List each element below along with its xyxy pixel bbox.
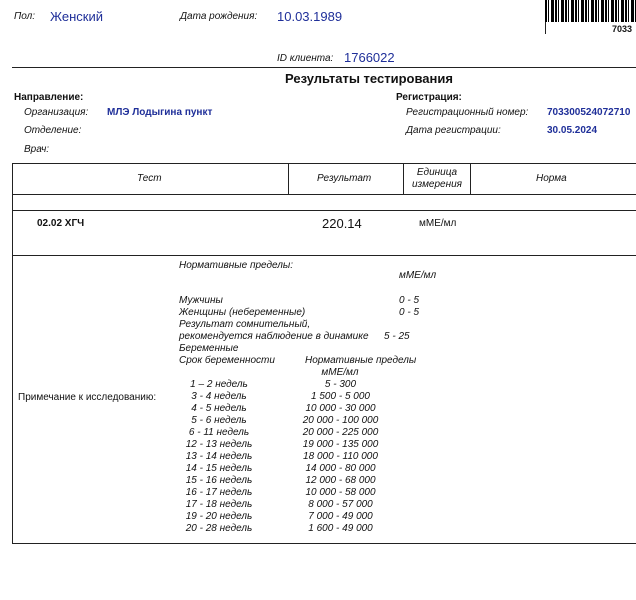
gender-label: Пол: [14, 11, 36, 22]
week-term: 19 - 20 недель [185, 511, 253, 522]
col-test-header: Тест [137, 173, 162, 184]
week-range: 10 000 - 58 000 [305, 487, 376, 498]
barcode-divider [545, 22, 546, 34]
men-value: 0 - 5 [399, 295, 420, 306]
norm-unit: мМЕ/мл [321, 367, 359, 378]
week-term: 16 - 17 недель [185, 487, 253, 498]
week-term: 1 – 2 недель [190, 379, 248, 390]
page-title: Результаты тестирования [285, 71, 453, 86]
week-term: 4 - 5 недель [191, 403, 247, 414]
week-term: 6 - 11 недель [188, 427, 250, 438]
barcode-number: 7033 [612, 24, 633, 34]
week-range: 18 000 - 110 000 [303, 451, 378, 462]
note-label: Примечание к исследованию: [18, 392, 157, 403]
test-name: 02.02 ХГЧ [37, 218, 85, 229]
week-range: 1 600 - 49 000 [308, 523, 373, 534]
col-result-header: Результат [317, 173, 372, 184]
week-range: 1 500 - 5 000 [311, 391, 370, 402]
test-unit: мМЕ/мл [419, 218, 457, 229]
barcode-image [545, 0, 636, 22]
organization-value: МЛЭ Лодыгина пункт [107, 107, 213, 118]
col-unit-header: Единица измерения [411, 167, 463, 190]
week-term: 3 - 4 недель [191, 391, 247, 402]
week-range: 7 000 - 49 000 [308, 511, 373, 522]
week-range: 20 000 - 225 000 [302, 427, 379, 438]
birth-date-label: Дата рождения: [180, 11, 258, 22]
week-term: 5 - 6 недель [191, 415, 247, 426]
header-divider [12, 67, 636, 68]
doctor-label: Врач: [24, 144, 50, 155]
week-term: 14 - 15 недель [185, 463, 253, 474]
col-norm-header: Норма [536, 173, 567, 184]
registration-number-label: Регистрационный номер: [406, 107, 529, 118]
department-label: Отделение: [24, 125, 82, 136]
week-range: 14 000 - 80 000 [305, 463, 376, 474]
week-term: 17 - 18 недель [185, 499, 253, 510]
men-label: Мужчины [179, 295, 223, 306]
week-term: 13 - 14 недель [185, 451, 253, 462]
week-term: 15 - 16 недель [185, 475, 253, 486]
client-id-label: ID клиента: [277, 53, 334, 64]
ref-title: Нормативные пределы: [179, 260, 294, 271]
norm-header: Нормативные пределы [305, 355, 417, 366]
pregnant-label: Беременные [179, 343, 239, 354]
week-range: 5 - 300 [324, 379, 357, 390]
gender-value: Женский [50, 9, 103, 24]
women-value: 0 - 5 [399, 307, 420, 318]
registration-heading: Регистрация: [396, 92, 462, 103]
client-id-value: 1766022 [344, 50, 395, 65]
doubtful-label-1: Результат сомнительный, [179, 319, 311, 330]
week-range: 12 000 - 68 000 [305, 475, 376, 486]
week-range: 20 000 - 100 000 [302, 415, 379, 426]
week-range: 10 000 - 30 000 [305, 403, 376, 414]
women-label: Женщины (небеременные) [179, 307, 306, 318]
week-term: 12 - 13 недель [185, 439, 253, 450]
organization-label: Организация: [24, 107, 89, 118]
week-range: 19 000 - 135 000 [302, 439, 379, 450]
week-range: 8 000 - 57 000 [308, 499, 373, 510]
birth-date-value: 10.03.1989 [277, 9, 343, 24]
test-result: 220.14 [322, 216, 362, 231]
week-term: 20 - 28 недель [185, 523, 253, 534]
registration-date-value: 30.05.2024 [547, 125, 598, 136]
term-header: Срок беременности [179, 355, 275, 366]
ref-unit: мМЕ/мл [399, 270, 437, 281]
doubtful-value: 5 - 25 [384, 331, 410, 342]
registration-date-label: Дата регистрации: [406, 125, 501, 136]
direction-heading: Направление: [14, 92, 84, 103]
doubtful-label-2: рекомендуется наблюдение в динамике [179, 331, 369, 342]
registration-number-value: 703300524072710 [547, 107, 631, 118]
